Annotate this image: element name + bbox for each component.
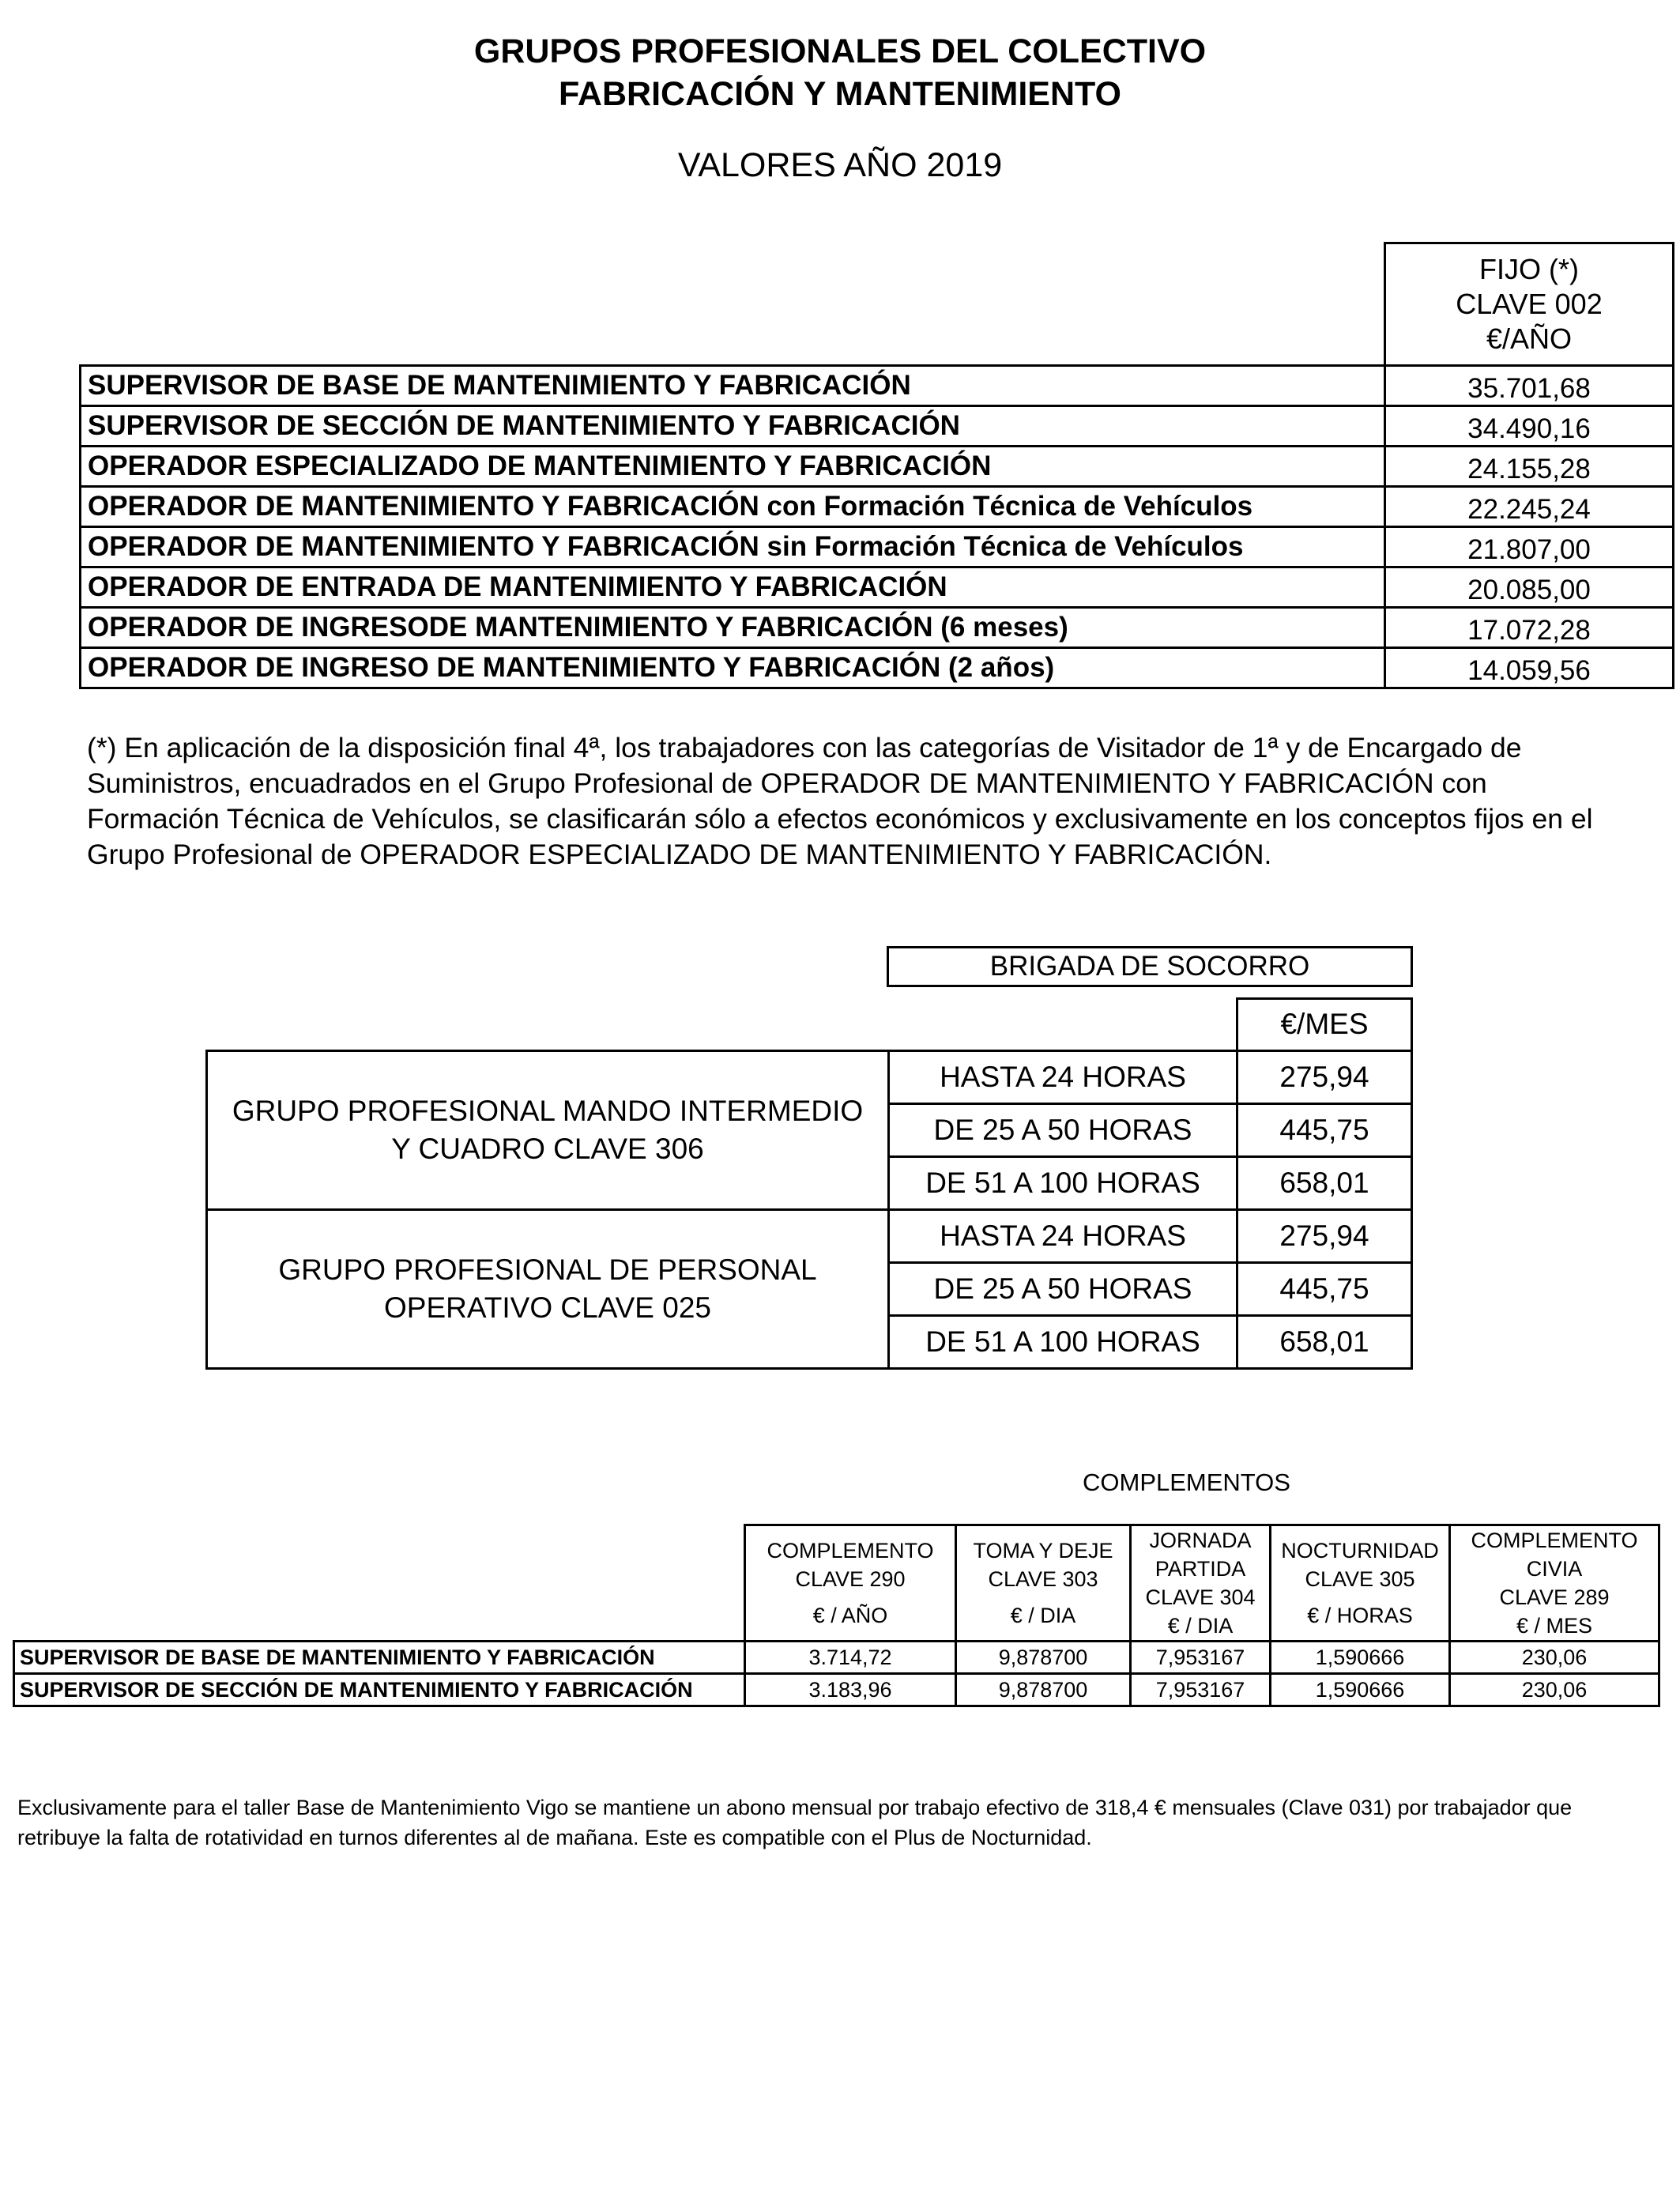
value-cell: 7,953167: [1131, 1642, 1271, 1674]
column-header: COMPLEMENTO CIVIA CLAVE 289 € / MES: [1450, 1525, 1659, 1642]
amount-cell: 658,01: [1237, 1315, 1412, 1368]
fixed-header: FIJO (*) CLAVE 002 €/AÑO: [1385, 243, 1674, 366]
footer-note: Exclusivamente para el taller Base de Mantenimiento Vigo se mantiene un abono mensual por trabajo efectivo de 318,4 € mensuales (Clave 031) por trabajador que retribuye la falta de rotatividad en turnos diferentes al de mañana. Este es compatible con el Plus de Nocturnidad.: [17, 1796, 1573, 1849]
column-header: COMPLEMENTO CLAVE 290 € / AÑO: [745, 1525, 956, 1642]
complementos-title: COMPLEMENTOS: [1083, 1468, 1290, 1496]
hours-cell: DE 25 A 50 HORAS: [889, 1103, 1237, 1156]
category-cell: SUPERVISOR DE SECCIÓN DE MANTENIMIENTO Y FABRICACIÓN: [81, 406, 1385, 447]
table-row: [81, 366, 1674, 406]
category-cell: SUPERVISOR DE SECCIÓN DE MANTENIMIENTO Y FABRICACIÓN: [14, 1674, 745, 1706]
value-cell: 9,878700: [956, 1674, 1131, 1706]
category-cell: OPERADOR DE INGRESO DE MANTENIMIENTO Y FABRICACIÓN (2 años): [81, 648, 1385, 688]
column-header: JORNADA PARTIDA CLAVE 304 € / DIA: [1131, 1525, 1271, 1642]
category-cell: OPERADOR DE INGRESODE MANTENIMIENTO Y FABRICACIÓN (6 meses): [81, 608, 1385, 648]
category-cell: SUPERVISOR DE BASE DE MANTENIMIENTO Y FABRICACIÓN: [14, 1642, 745, 1674]
category-cell: OPERADOR DE ENTRADA DE MANTENIMIENTO Y FABRICACIÓN: [81, 567, 1385, 608]
amount-cell: 275,94: [1237, 1209, 1412, 1262]
value-cell: 22.245,24: [1385, 487, 1674, 527]
page-subtitle: VALORES AÑO 2019: [677, 146, 1003, 184]
table-row: [207, 1209, 1412, 1262]
value-cell: 14.059,56: [1385, 648, 1674, 688]
value-cell: 20.085,00: [1385, 567, 1674, 608]
category-cell: OPERADOR DE MANTENIMIENTO Y FABRICACIÓN sin Formación Técnica de Vehículos: [81, 527, 1385, 567]
table-row: [81, 567, 1674, 608]
value-cell: 9,878700: [956, 1642, 1131, 1674]
value-cell: 7,953167: [1131, 1674, 1271, 1706]
amount-cell: 658,01: [1237, 1156, 1412, 1209]
category-cell: SUPERVISOR DE BASE DE MANTENIMIENTO Y FABRICACIÓN: [81, 366, 1385, 406]
table-row: [81, 608, 1674, 648]
value-cell: 24.155,28: [1385, 447, 1674, 487]
value-cell: 230,06: [1450, 1674, 1659, 1706]
table-row: [14, 1674, 1659, 1706]
value-cell: 17.072,28: [1385, 608, 1674, 648]
hours-cell: HASTA 24 HORAS: [889, 1050, 1237, 1103]
group-name: GRUPO PROFESIONAL DE PERSONAL OPERATIVO CLAVE 025: [207, 1209, 889, 1368]
category-cell: OPERADOR DE MANTENIMIENTO Y FABRICACIÓN con Formación Técnica de Vehículos: [81, 487, 1385, 527]
value-cell: 230,06: [1450, 1642, 1659, 1674]
complementos-table: [13, 1524, 1660, 1707]
table-row: [81, 447, 1674, 487]
value-cell: 1,590666: [1271, 1674, 1450, 1706]
fixed-salary-table: [79, 242, 1674, 689]
value-cell: 21.807,00: [1385, 527, 1674, 567]
value-cell: 3.183,96: [745, 1674, 956, 1706]
category-cell: OPERADOR ESPECIALIZADO DE MANTENIMIENTO Y FABRICACIÓN: [81, 447, 1385, 487]
column-header: TOMA Y DEJE CLAVE 303 € / DIA: [956, 1525, 1131, 1642]
brigada-table: [205, 997, 1413, 1370]
group-name: GRUPO PROFESIONAL MANDO INTERMEDIO Y CUADRO CLAVE 306: [207, 1050, 889, 1209]
value-cell: 34.490,16: [1385, 406, 1674, 447]
table-row: [81, 406, 1674, 447]
footnote: (*) En aplicación de la disposición final 4ª, los trabajadores con las categorías de Visitador de 1ª y de Encargado de Suministros, encuadrados en el Grupo Profesional de OPERADOR DE MANTENIMIENTO Y FABRICACIÓN con Formación Técnica de Vehículos, se clasificarán sólo a efectos económicos y exclusivamente en los conceptos fijos en el Grupo Profesional de OPERADOR ESPECIALIZADO DE MANTENIMIENTO Y FABRICACIÓN.: [87, 732, 1593, 870]
hours-cell: DE 51 A 100 HORAS: [889, 1315, 1237, 1368]
table-row: [14, 1642, 1659, 1674]
hours-cell: DE 25 A 50 HORAS: [889, 1262, 1237, 1315]
column-header: NOCTURNIDAD CLAVE 305 € / HORAS: [1271, 1525, 1450, 1642]
hours-cell: HASTA 24 HORAS: [889, 1209, 1237, 1262]
amount-cell: 275,94: [1237, 1050, 1412, 1103]
table-row: [81, 527, 1674, 567]
value-cell: 3.714,72: [745, 1642, 956, 1674]
value-cell: 1,590666: [1271, 1642, 1450, 1674]
unit-header: €/MES: [1237, 999, 1412, 1051]
page-title-line2: FABRICACIÓN Y MANTENIMIENTO: [559, 75, 1121, 113]
table-row: [207, 1050, 1412, 1103]
amount-cell: 445,75: [1237, 1103, 1412, 1156]
table-row: [81, 487, 1674, 527]
value-cell: 35.701,68: [1385, 366, 1674, 406]
brigada-title: BRIGADA DE SOCORRO: [887, 946, 1413, 987]
amount-cell: 445,75: [1237, 1262, 1412, 1315]
page-title-line1: GRUPOS PROFESIONALES DEL COLECTIVO: [473, 32, 1207, 70]
table-row: [81, 648, 1674, 688]
hours-cell: DE 51 A 100 HORAS: [889, 1156, 1237, 1209]
